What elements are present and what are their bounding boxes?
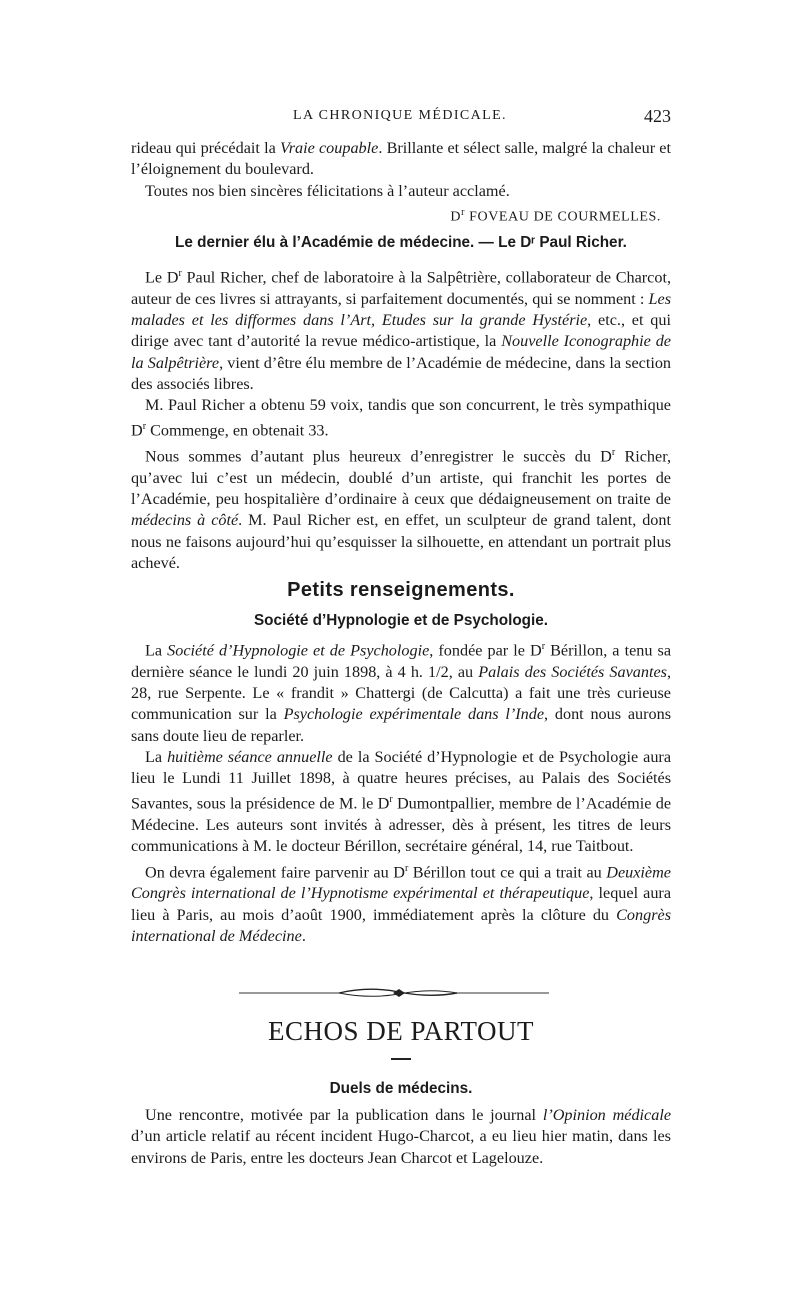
superscript: r (541, 641, 546, 652)
intro-section (131, 138, 671, 228)
short-rule-wrap (131, 1058, 671, 1060)
text-run: Une rencontre, motivée par la publication dans le journal (145, 1106, 543, 1124)
text-run: D (450, 209, 462, 225)
text-run: , fondée par le D (429, 641, 542, 660)
superscript: r (142, 421, 147, 433)
paragraph (131, 636, 671, 747)
flourish-ornament-icon (131, 986, 671, 1000)
text-run: Dumontpallier, membre de l’Académie de Médecine. Les auteurs sont invités à adresser, dès à présent, les titres de leurs communications à M. le docteur Bérillon, secrétaire général, 14, rue Taitbout. (131, 794, 671, 856)
page-number: 423 (644, 106, 671, 126)
article-richer (131, 234, 671, 252)
intro-paragraph (131, 138, 671, 181)
section-heading: Petits renseignements. (287, 579, 515, 601)
paragraph (131, 858, 671, 948)
text-run: Nous sommes d’autant plus heureux d’enregistrer le succès du D (145, 447, 612, 466)
ornament-divider (131, 986, 671, 1000)
text-run: La (145, 641, 168, 660)
text-run: . M. Paul Richer est, en effet, un sculpteur de grand talent, dont nous ne faisons aujourd’hui qu’esquisser la silhouette, en attendant un portrait plus achevé. (131, 511, 671, 573)
echos-body (131, 1105, 671, 1169)
text-run: , vient d’être élu membre de l’Académie de médecine, dans la section des associés libres. (131, 353, 672, 393)
italic-title: Société d’Hypnologie et de Psychologie (167, 641, 430, 660)
paragraph (131, 442, 671, 574)
text-run: Bérillon, a tenu sa dernière séance le lundi 20 juin 1898, à 4 h. 1/2, au (131, 641, 671, 681)
subsection-heading: Duels de médecins. (329, 1080, 473, 1097)
paragraph (131, 263, 671, 395)
text-run: M. Paul Richer a obtenu 59 voix, tandis que son concurrent, le très sympathique D (131, 396, 671, 440)
italic-title: Psychologie expérimentale dans l’Inde (283, 705, 545, 724)
paragraph (131, 395, 671, 442)
italic-title: Congrès international de Médecine (131, 905, 671, 946)
author-signature (131, 202, 661, 228)
italic-title: médecins à côté (131, 511, 239, 530)
text-run: d’un article relatif au récent incident Hugo-Charcot, a eu lieu hier matin, dans les environs de Paris, entre les docteurs Jean Charcot et Lagelouze. (131, 1127, 671, 1167)
superscript: r (404, 862, 409, 874)
italic-title: l’Opinion médicale (542, 1106, 671, 1124)
signature-name: FOVEAU DE COURMELLES. (465, 209, 661, 225)
short-rule (391, 1058, 411, 1060)
running-title: LA CHRONIQUE MÉDICALE. (293, 108, 507, 123)
text-run: Bérillon tout ce qui a trait au (408, 863, 607, 882)
petits-body (131, 636, 671, 947)
text-run: , lequel aura lieu à Paris, au mois d’août 1900, immédiatement après la clôture du (131, 884, 671, 924)
italic-title: huitième séance annuelle (167, 747, 333, 766)
subsection-heading: Société d’Hypnologie et de Psychologie. (253, 612, 549, 629)
page-header (131, 106, 671, 128)
superscript: r (389, 794, 393, 806)
italic-title: Les malades et les difformes dans l’Art, Etudes sur la grande Hystérie (131, 289, 671, 329)
duels-subheading-wrap (131, 1080, 671, 1098)
italic-title: Nouvelle Iconographie de la Salpêtrière (131, 332, 671, 372)
congratulations-paragraph: Toutes nos bien sincères félicitations à l’auteur acclamé. (145, 181, 510, 200)
petits-section-heading-wrap (131, 579, 671, 602)
text-run: , etc., et qui dirige avec tant d’autorité la revue médico-artistique, la (131, 310, 671, 351)
text-run: . (301, 927, 306, 946)
society-subheading-wrap (131, 612, 671, 630)
text-run: . Brillante et sélect salle, malgré la chaleur et l’éloignement du boulevard. (131, 139, 671, 179)
text-run: Commenge, en obtenait 33. (146, 421, 329, 440)
text-run: Le D (145, 268, 179, 287)
text-run: , dont nous aurons sans doute lieu de reparler. (131, 705, 672, 745)
echos-title-wrap (131, 1016, 671, 1047)
article-richer-body (131, 263, 671, 574)
italic-title: Palais des Sociétés Savantes (478, 662, 667, 681)
italic-title: Deuxième Congrès international de l’Hypnotisme expérimental et thérapeutique (131, 863, 671, 903)
article-heading: Le dernier élu à l’Académie de médecine. — Le Dʳ Paul Richer. (175, 234, 627, 251)
italic-title: Vraie coupable (280, 139, 379, 157)
text-run: Paul Richer, chef de laboratoire à la Salpêtrière, collaborateur de Charcot, auteur de ces livres si attrayants, si parfaitement documentés, qui se nomment : (131, 268, 672, 308)
superscript: r (611, 447, 616, 459)
text-run: rideau qui précédait la (131, 139, 281, 157)
text-run: On devra également faire parvenir au D (145, 863, 405, 882)
paragraph (131, 747, 671, 858)
superscript: r (461, 206, 466, 218)
chapter-title: ECHOS DE PARTOUT (268, 1016, 534, 1046)
superscript: r (178, 268, 182, 279)
text-run: , 28, rue Serpente. Le « frandit » Chattergi (de Calcutta) a fait une très curieuse communication sur la (131, 662, 671, 724)
text-run: de la Société d’Hypnologie et de Psychologie aura lieu le Lundi 11 Juillet 1898, à quatre heures précises, au Palais des Sociétés Savantes, sous la présidence de M. le D (131, 747, 671, 813)
text-run: La (145, 747, 168, 766)
paragraph (131, 1105, 671, 1169)
text-run: Richer, qu’avec lui c’est un médecin, doublé d’un artiste, qui franchit les portes de l’Académie, peu hospitalière d’ordinaire à ceux que dédaigneusement on traite de (131, 447, 671, 509)
